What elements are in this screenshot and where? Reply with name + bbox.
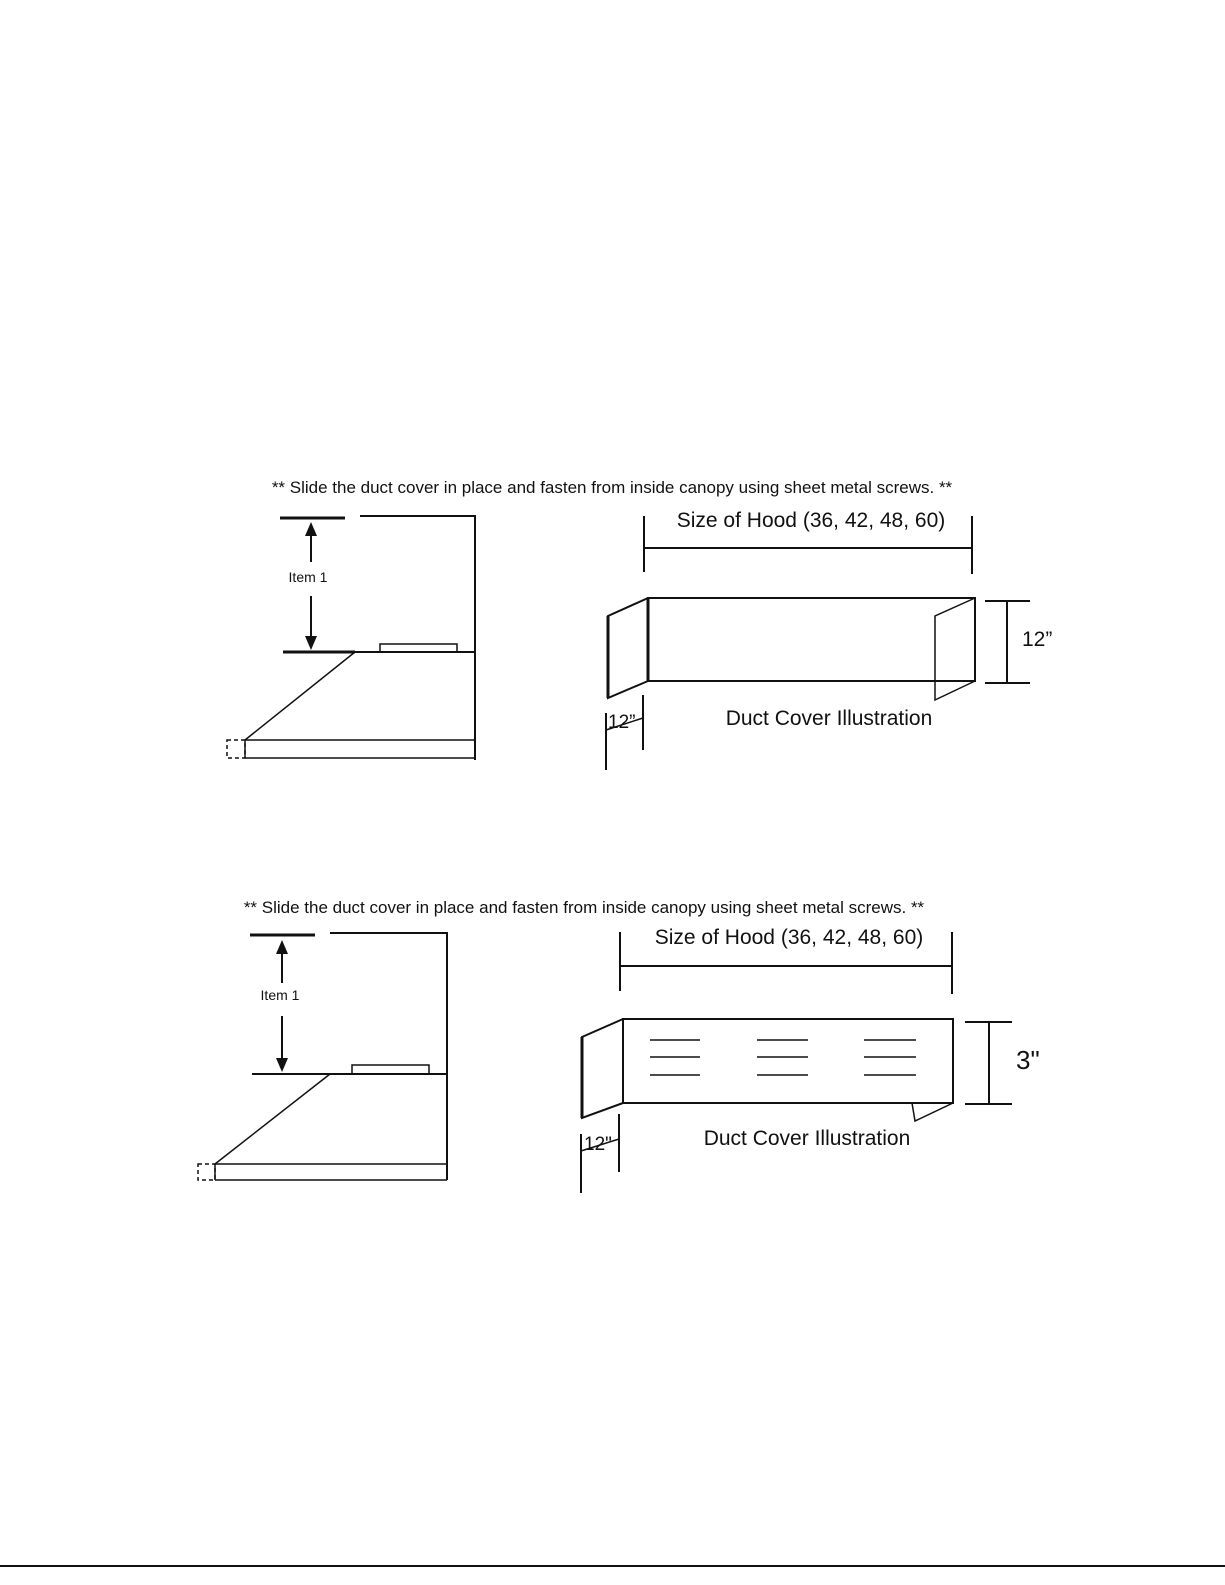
duct-height-label: 3" bbox=[1016, 1045, 1040, 1075]
canopy-collar bbox=[380, 644, 457, 652]
item-1-label: Item 1 bbox=[260, 987, 300, 1003]
vent-slots bbox=[650, 1040, 916, 1075]
installation-note: ** Slide the duct cover in place and fasten from inside canopy using sheet metal screws. ** bbox=[271, 478, 953, 497]
canopy-collar bbox=[352, 1065, 429, 1074]
arrow-head-up bbox=[305, 522, 317, 536]
arrow-head-up bbox=[276, 940, 288, 954]
diagram-2-drawing bbox=[0, 888, 1225, 1213]
duct-depth-label: 12" bbox=[584, 1134, 612, 1155]
duct-cover-diagram-2 bbox=[0, 888, 1225, 1213]
duct-cover-caption: Duct Cover Illustration bbox=[703, 1127, 911, 1150]
hood-side-view bbox=[198, 933, 447, 1180]
duct-height-label: 12” bbox=[1022, 628, 1053, 651]
duct-cover-caption: Duct Cover Illustration bbox=[725, 707, 933, 730]
duct-cover-view bbox=[606, 516, 1030, 770]
arrow-head-down bbox=[276, 1058, 288, 1072]
duct-depth-label: 12” bbox=[608, 712, 636, 733]
duct-cover-front-panel bbox=[648, 598, 975, 681]
chimney-outline bbox=[330, 933, 447, 1180]
duct-cover-view bbox=[581, 932, 1012, 1193]
chimney-outline bbox=[360, 516, 475, 760]
hood-size-label: Size of Hood (36, 42, 48, 60) bbox=[654, 926, 924, 949]
canopy-lip-dashed bbox=[227, 740, 245, 758]
duct-cover-left-side bbox=[608, 598, 648, 698]
arrow-head-down bbox=[305, 636, 317, 650]
diagram-1-drawing bbox=[0, 470, 1225, 780]
canopy-slope bbox=[215, 1074, 330, 1164]
duct-cover-front-panel bbox=[623, 1019, 953, 1103]
page-bottom-rule bbox=[0, 1565, 1225, 1567]
canopy-slope bbox=[245, 652, 355, 740]
hood-size-label: Size of Hood (36, 42, 48, 60) bbox=[676, 509, 946, 532]
duct-cover-bottom-edge bbox=[912, 1103, 953, 1121]
duct-cover-diagram-1 bbox=[0, 470, 1225, 780]
installation-note: ** Slide the duct cover in place and fasten from inside canopy using sheet metal screws. ** bbox=[243, 898, 925, 917]
duct-cover-right-side bbox=[935, 598, 975, 700]
canopy-lip-dashed bbox=[198, 1164, 215, 1180]
duct-cover-left-side bbox=[582, 1019, 623, 1118]
item-1-label: Item 1 bbox=[288, 569, 328, 585]
hood-side-view bbox=[227, 516, 475, 760]
